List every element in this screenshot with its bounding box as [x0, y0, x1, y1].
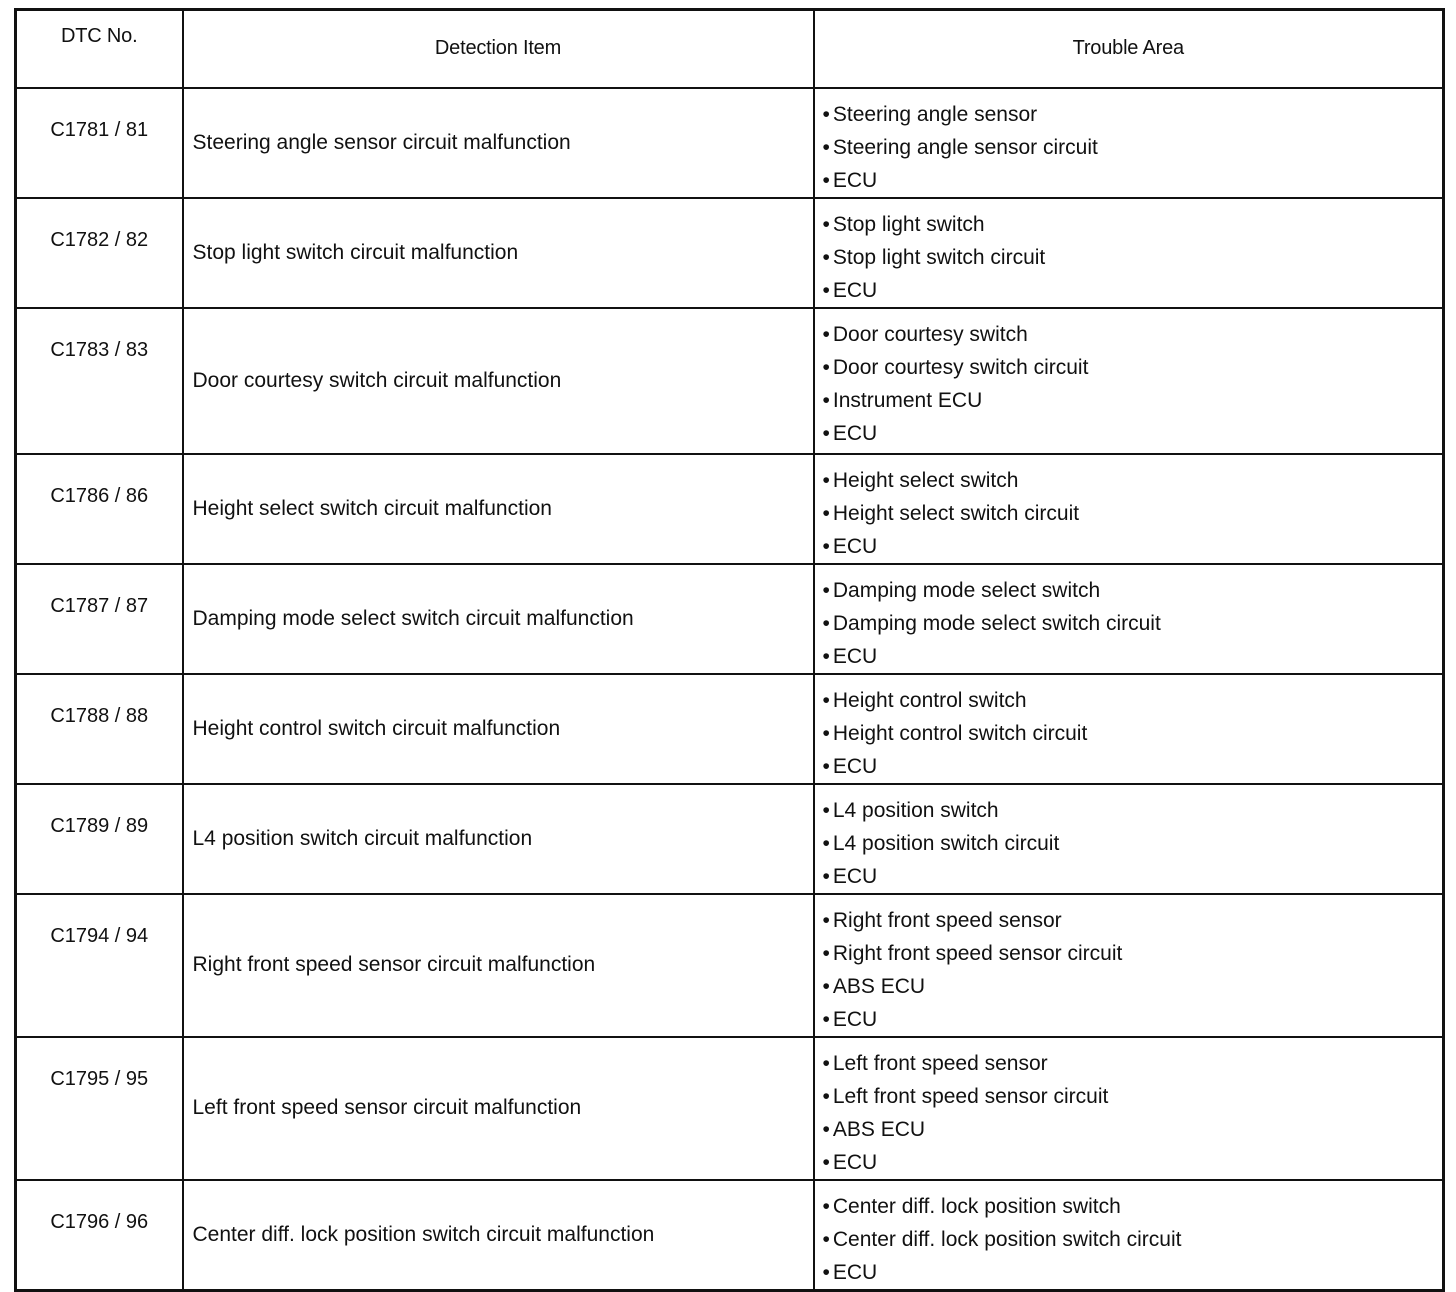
detection-item: Height control switch circuit malfunction: [183, 674, 814, 784]
trouble-area-item: • ECU: [823, 1003, 1443, 1036]
trouble-area-list: [823, 1190, 1443, 1289]
table-row: [16, 454, 1444, 564]
trouble-area: [814, 1180, 1444, 1291]
trouble-area-item: • ABS ECU: [823, 970, 1443, 1003]
table-row: [16, 674, 1444, 784]
trouble-area: [814, 1037, 1444, 1180]
detection-item: Left front speed sensor circuit malfunction: [183, 1037, 814, 1180]
trouble-area-item: • Door courtesy switch: [823, 318, 1443, 351]
table-row: [16, 894, 1444, 1037]
trouble-area-item: • ECU: [823, 860, 1443, 893]
trouble-area: [814, 308, 1444, 454]
trouble-area-item: • Right front speed sensor circuit: [823, 937, 1443, 970]
trouble-area-item: • Door courtesy switch circuit: [823, 351, 1443, 384]
trouble-area-item: • ECU: [823, 1256, 1443, 1289]
trouble-area-item: • Height select switch circuit: [823, 497, 1443, 530]
dtc-number: C1787 / 87: [16, 564, 183, 674]
detection-item: L4 position switch circuit malfunction: [183, 784, 814, 894]
detection-item: Steering angle sensor circuit malfunction: [183, 88, 814, 198]
trouble-area: [814, 88, 1444, 198]
trouble-area-list: [823, 904, 1443, 1036]
trouble-area-list: [823, 794, 1443, 893]
trouble-area-list: [823, 208, 1443, 307]
trouble-area-item: • L4 position switch: [823, 794, 1443, 827]
detection-item: Center diff. lock position switch circuit malfunction: [183, 1180, 814, 1291]
trouble-area-item: • Damping mode select switch circuit: [823, 607, 1443, 640]
trouble-area: [814, 454, 1444, 564]
trouble-area-item: • ABS ECU: [823, 1113, 1443, 1146]
dtc-number: C1783 / 83: [16, 308, 183, 454]
header-trouble-area: Trouble Area: [814, 10, 1444, 88]
header-row: [16, 10, 1444, 88]
table-row: [16, 88, 1444, 198]
dtc-number: C1789 / 89: [16, 784, 183, 894]
header-dtc-no: DTC No.: [16, 10, 183, 88]
trouble-area-item: • ECU: [823, 530, 1443, 563]
trouble-area-item: • Instrument ECU: [823, 384, 1443, 417]
dtc-number: C1782 / 82: [16, 198, 183, 308]
table-row: [16, 308, 1444, 454]
trouble-area-item: • ECU: [823, 750, 1443, 783]
table-row: [16, 784, 1444, 894]
dtc-number: C1788 / 88: [16, 674, 183, 784]
table-body: [16, 88, 1444, 1291]
trouble-area-item: • ECU: [823, 274, 1443, 307]
table-row: [16, 564, 1444, 674]
dtc-number: C1796 / 96: [16, 1180, 183, 1291]
trouble-area-item: • Height control switch: [823, 684, 1443, 717]
table-row: [16, 1180, 1444, 1291]
dtc-table: [14, 8, 1445, 1292]
trouble-area: [814, 564, 1444, 674]
trouble-area-item: • Height select switch: [823, 464, 1443, 497]
detection-item: Stop light switch circuit malfunction: [183, 198, 814, 308]
trouble-area-item: • Stop light switch: [823, 208, 1443, 241]
trouble-area-list: [823, 318, 1443, 450]
trouble-area-item: • L4 position switch circuit: [823, 827, 1443, 860]
dtc-number: C1781 / 81: [16, 88, 183, 198]
table-row: [16, 1037, 1444, 1180]
trouble-area-list: [823, 684, 1443, 783]
trouble-area-list: [823, 464, 1443, 563]
trouble-area-item: • ECU: [823, 640, 1443, 673]
trouble-area-list: [823, 98, 1443, 197]
trouble-area-item: • Steering angle sensor circuit: [823, 131, 1443, 164]
trouble-area-item: • Center diff. lock position switch: [823, 1190, 1443, 1223]
header-detection-item: Detection Item: [183, 10, 814, 88]
trouble-area: [814, 674, 1444, 784]
trouble-area-item: • Height control switch circuit: [823, 717, 1443, 750]
trouble-area-item: • ECU: [823, 1146, 1443, 1179]
trouble-area: [814, 784, 1444, 894]
detection-item: Height select switch circuit malfunction: [183, 454, 814, 564]
trouble-area-item: • Steering angle sensor: [823, 98, 1443, 131]
trouble-area-item: • Left front speed sensor: [823, 1047, 1443, 1080]
trouble-area-item: • Right front speed sensor: [823, 904, 1443, 937]
dtc-number: C1795 / 95: [16, 1037, 183, 1180]
trouble-area-item: • ECU: [823, 164, 1443, 197]
trouble-area-item: • Center diff. lock position switch circuit: [823, 1223, 1443, 1256]
trouble-area: [814, 894, 1444, 1037]
detection-item: Damping mode select switch circuit malfunction: [183, 564, 814, 674]
detection-item: Right front speed sensor circuit malfunction: [183, 894, 814, 1037]
trouble-area-list: [823, 1047, 1443, 1179]
dtc-number: C1794 / 94: [16, 894, 183, 1037]
trouble-area-item: • Damping mode select switch: [823, 574, 1443, 607]
trouble-area-list: [823, 574, 1443, 673]
trouble-area-item: • ECU: [823, 417, 1443, 450]
dtc-number: C1786 / 86: [16, 454, 183, 564]
trouble-area-item: • Stop light switch circuit: [823, 241, 1443, 274]
detection-item: Door courtesy switch circuit malfunction: [183, 308, 814, 454]
table-row: [16, 198, 1444, 308]
trouble-area: [814, 198, 1444, 308]
trouble-area-item: • Left front speed sensor circuit: [823, 1080, 1443, 1113]
